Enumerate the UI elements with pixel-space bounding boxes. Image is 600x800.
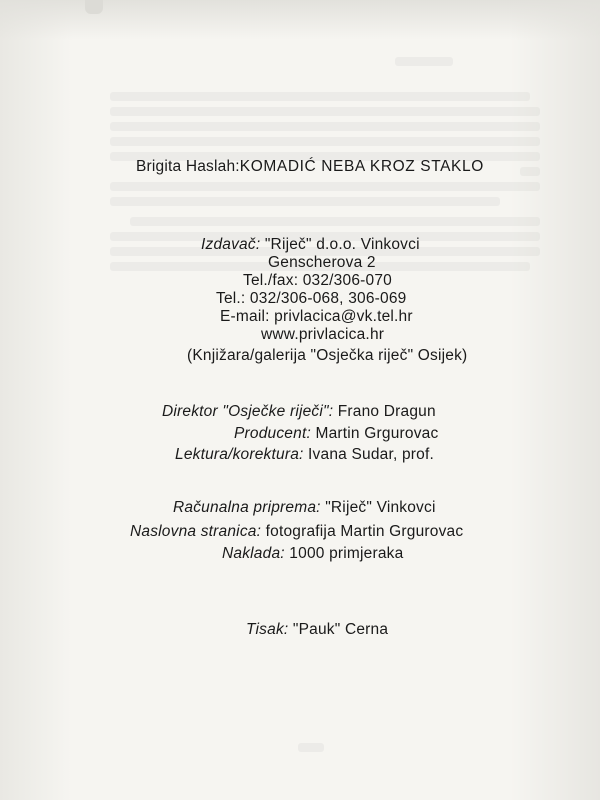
production-cover	[130, 523, 463, 541]
publisher-email: E-mail: privlacica@vk.tel.hr	[220, 308, 413, 325]
publisher-label: Izdavač:	[201, 236, 261, 253]
credit-value: Martin Grgurovac	[315, 425, 439, 442]
printer-line	[246, 621, 388, 639]
production-print-run	[222, 545, 403, 563]
production-typesetting	[173, 499, 436, 517]
credit-producer	[234, 425, 438, 443]
publisher-line	[201, 236, 420, 254]
credit-value: Ivana Sudar, prof.	[308, 446, 435, 463]
author-name: Brigita Haslah:	[136, 158, 240, 175]
title-line	[136, 158, 484, 176]
credit-director	[162, 403, 436, 421]
publisher-tel: Tel.: 032/306-068, 306-069	[216, 290, 407, 307]
production-value: 1000 primjeraka	[289, 545, 404, 562]
publisher-website: www.privlacica.hr	[261, 326, 385, 343]
production-label: Naklada:	[222, 545, 285, 562]
production-value: "Riječ" Vinkovci	[325, 499, 436, 516]
publisher-street: Genscherova 2	[268, 254, 376, 271]
credit-label: Producent:	[234, 425, 311, 442]
publisher-name: "Riječ" d.o.o. Vinkovci	[264, 236, 420, 253]
production-label: Računalna priprema:	[173, 499, 321, 516]
production-value: fotografija Martin Grgurovac	[265, 523, 464, 540]
credit-value: Frano Dragun	[337, 403, 436, 420]
credit-label: Lektura/korektura:	[175, 446, 304, 463]
credit-label: Direktor "Osječke riječi":	[162, 403, 334, 420]
publisher-telfax: Tel./fax: 032/306-070	[243, 272, 392, 289]
production-label: Naslovna stranica:	[130, 523, 262, 540]
publisher-bookshop: (Knjižara/galerija "Osječka riječ" Osijek)	[187, 347, 468, 364]
credit-proofreading	[175, 446, 434, 464]
printer-value: "Pauk" Cerna	[292, 621, 389, 638]
printer-label: Tisak:	[246, 621, 289, 638]
book-title: KOMADIĆ NEBA KROZ STAKLO	[239, 158, 484, 175]
